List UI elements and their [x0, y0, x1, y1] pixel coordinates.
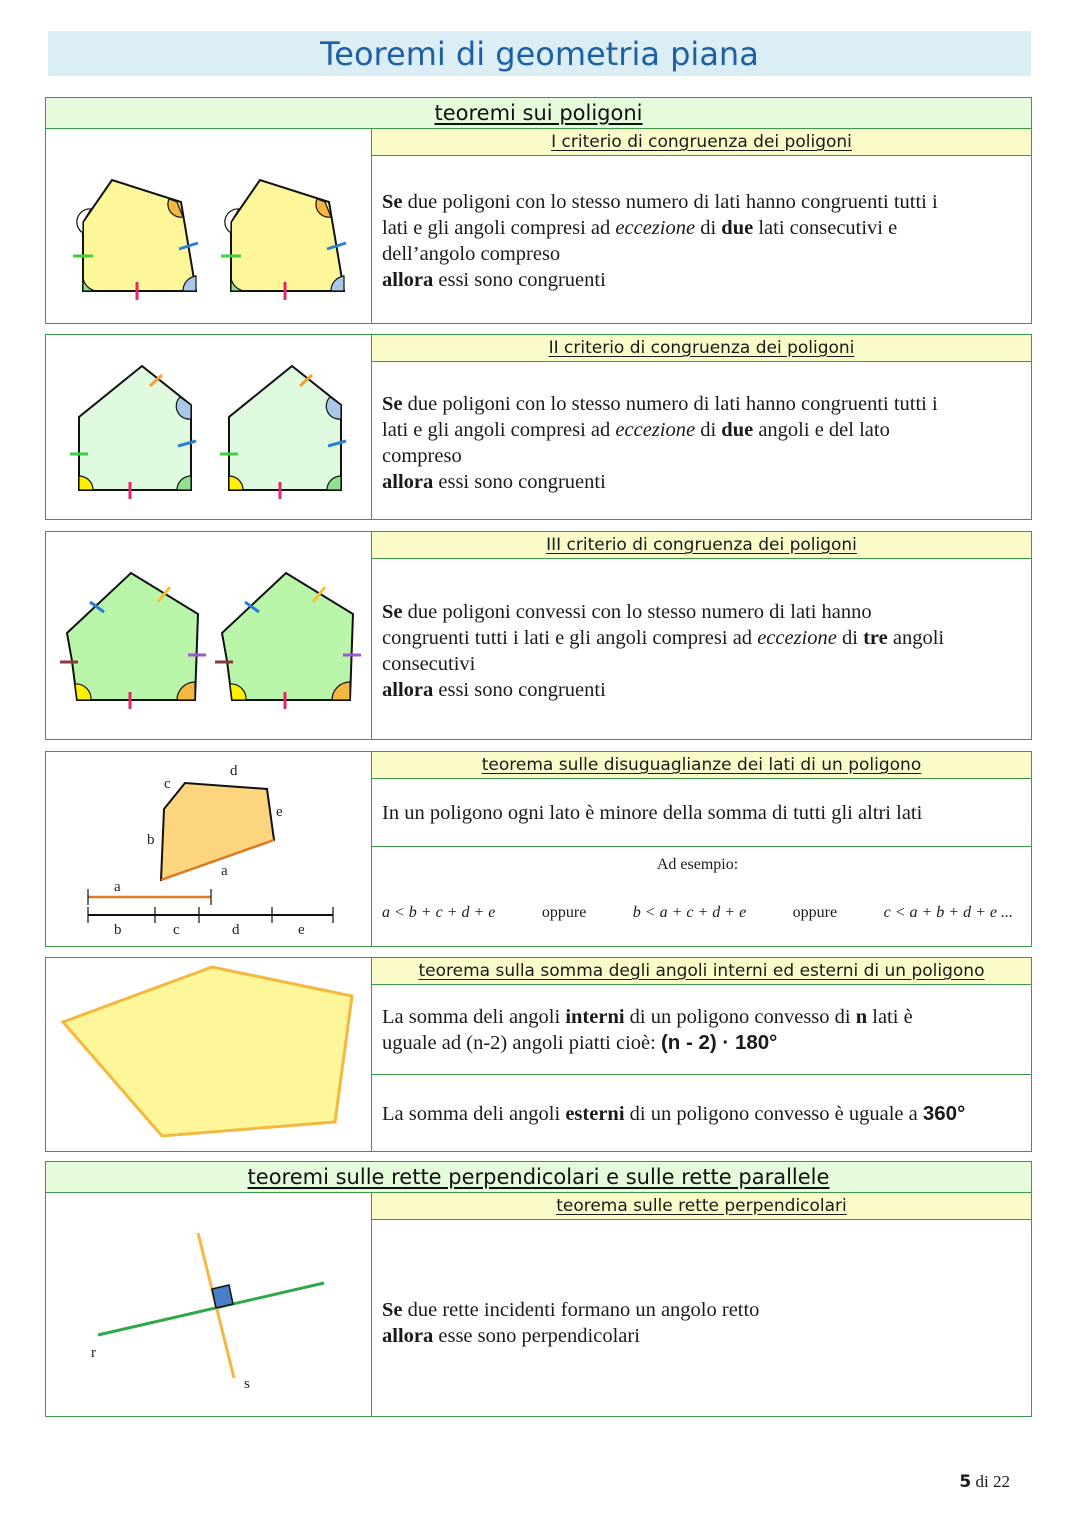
criterion-2-box [45, 334, 1032, 520]
perpendicular-box [45, 1192, 1032, 1417]
page-title: Teoremi di geometria piana [320, 35, 759, 73]
pentagon-1b [221, 180, 346, 300]
criterion-1-figure [46, 129, 372, 323]
label-c-segment: c [173, 922, 180, 938]
pentagon-3a [60, 573, 206, 709]
perpendicular-heading: teorema sulle rette perpendicolari [372, 1193, 1031, 1220]
section-header-lines: teoremi sulle rette perpendicolari e sulle rette parallele [45, 1161, 1032, 1193]
title-bar [48, 31, 1031, 76]
perpendicular-figure [46, 1193, 372, 1416]
pentagon-1a [73, 180, 198, 300]
label-e-segment: e [298, 922, 305, 938]
label-d-segment: d [232, 922, 240, 938]
label-s: s [244, 1376, 250, 1392]
pentagon-2a [70, 366, 196, 499]
angle-sum-figure [46, 958, 372, 1151]
page-number: 5 di 22 [959, 1472, 1010, 1492]
interior-angles-text: La somma deli angoli interni di un poligono convesso di n lati è uguale ad (n-2) angoli piatti cioè: (n - 2) · 180° [382, 1006, 913, 1054]
pentagon-2b [220, 366, 346, 499]
label-b-segment: b [114, 922, 122, 938]
example-sep-1: oppure [541, 904, 587, 921]
criterion-2-text: Se due poligoni con lo stesso numero di lati hanno congruenti tutti i lati e gli angoli compresi ad eccezione di due angoli e del lato compreso allora essi sono congruenti [382, 393, 938, 493]
yellow-pentagon [63, 967, 352, 1136]
criterion-2-heading: II criterio di congruenza dei poligoni [372, 335, 1031, 362]
section-header-polygons: teoremi sui poligoni [45, 97, 1032, 129]
label-e-side: e [276, 804, 283, 820]
example-3: c < a + b + d + e ... [883, 904, 1013, 921]
angle-sum-box [45, 957, 1032, 1152]
example-2: b < a + c + d + e [632, 904, 747, 921]
inequality-figure [46, 752, 372, 946]
example-sep-2: oppure [792, 904, 838, 921]
criterion-3-text: Se due poligoni convessi con lo stesso numero di lati hanno congruenti tutti i lati e gli angoli compresi ad eccezione di tre angoli consecutivi allora essi sono congruenti [382, 601, 945, 701]
criterion-3-figure [46, 532, 372, 739]
right-angle-marker [212, 1285, 233, 1308]
label-d-side: d [230, 763, 238, 779]
criterion-1-heading: I criterio di congruenza dei poligoni [372, 129, 1031, 156]
divider [372, 1074, 1031, 1075]
criterion-2-figure [46, 335, 372, 519]
criterion-1-box [45, 128, 1032, 324]
label-a-segment: a [114, 879, 121, 895]
example-1: a < b + c + d + e [382, 904, 496, 921]
perpendicular-text: Se due rette incidenti formano un angolo retto allora esse sono perpendicolari [382, 1299, 760, 1347]
pentagon-3b [215, 573, 361, 709]
label-r: r [91, 1345, 96, 1361]
example-label: Ad esempio: [656, 856, 739, 873]
inequality-box [45, 751, 1032, 947]
criterion-3-heading: III criterio di congruenza dei poligoni [372, 532, 1031, 559]
label-b-side: b [147, 832, 155, 848]
inequality-polygon [161, 783, 274, 880]
angle-sum-heading: teorema sulla somma degli angoli interni ed esterni di un poligono [372, 958, 1031, 985]
exterior-angles-text: La somma deli angoli esterni di un poligono convesso è uguale a 360° [382, 1102, 966, 1125]
inequality-examples [382, 900, 1013, 926]
criterion-1-text: Se due poligoni con lo stesso numero di lati hanno congruenti tutti i lati e gli angoli compresi ad eccezione di due lati consecutivi e dell’angolo compreso allora essi sono congruenti [382, 191, 938, 291]
label-c-side: c [164, 776, 171, 792]
label-a-side: a [221, 863, 228, 879]
inequality-heading: teorema sulle disuguaglianze dei lati di un poligono [372, 752, 1031, 779]
criterion-3-box [45, 531, 1032, 740]
divider [372, 846, 1031, 847]
inequality-text: In un poligono ogni lato è minore della somma di tutti gli altri lati [382, 802, 923, 824]
